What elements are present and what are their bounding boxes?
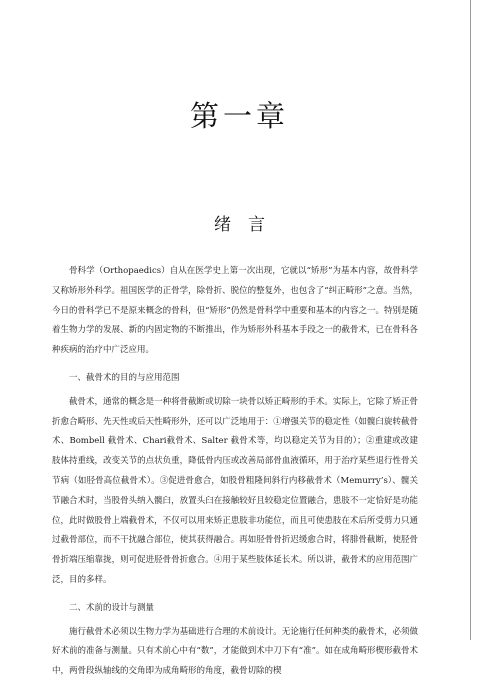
section-1-paragraph: 截骨术，通常的概念是一种将骨截断或切除一块骨以矫正畸形的手术。实际上，它除了矫正骨折愈合畸形、先天性或后天性畸形外，还可以广泛地用于：①增强关节的稳定性（如髋臼旋转截骨术、Bombell 截骨术、Chari截骨术、Salter 截骨术等，均以稳定关节为目的）；②重建或改建肢体持重线，改变关节的点状负重，降低骨内压或改善局部骨血液循环，用于治疗某些退行性骨关节病（如胫骨高位截骨术）。③促进骨愈合，如股骨粗隆间斜行内移截骨术（Memurry’s）、髋关节融合术时，当股骨头纳入髋臼，放置头臼在接触较好且较稳定位置融合，患肢不一定恰好是功能位，此时做股骨上端截骨术，不仅可以用来矫正患肢非功能位，而且可使患肢在术后所受剪力只通过截骨部位，而不干扰融合部位，使其获得融合。再如胫骨骨折迟缓愈合时，将腓骨截断，使胫骨骨折端压缩靠拢，则可促进胫骨骨折愈合。④用于某些肢体延长术。所以讲，截骨术的应用范围广泛，目的多样。 <box>52 396 418 585</box>
body-text <box>52 262 418 686</box>
chapter-title: 第一章 <box>189 99 289 133</box>
intro-paragraph: 骨科学（Orthopaedics）自从在医学史上第一次出现，它就以“矫形”为基本内容，故骨科学又称矫形外科学。祖国医学的正骨学，除骨折、脱位的整复外，也包含了“纠正畸形”之意。当然，今日的骨科学已不是原来概念的骨科，但“矫形”仍然是骨科学中重要和基本的内容之一。特别是随着生物力学的发展、新的内固定物的不断推出，作为矫形外科基本手段之一的截骨术，已在骨科各种疾病的治疗中广泛应用。 <box>52 266 418 356</box>
section-heading-2: 二、术前的设计与测量 <box>69 602 155 613</box>
section-title: 绪 言 <box>214 215 265 235</box>
section-2-paragraph: 施行截骨术必须以生物力学为基础进行合理的术前设计。无论施行任何种类的截骨术，必须做好术前的准备与测量。只有术前心中有“数”，才能做到术中刀下有“准”。如在成角畸形楔形截骨术中，两骨段纵轴线的交角即为成角畸形的角度，截骨切除的楔 <box>52 626 418 677</box>
section-heading-1: 一、截骨术的目的与应用范围 <box>69 372 180 383</box>
